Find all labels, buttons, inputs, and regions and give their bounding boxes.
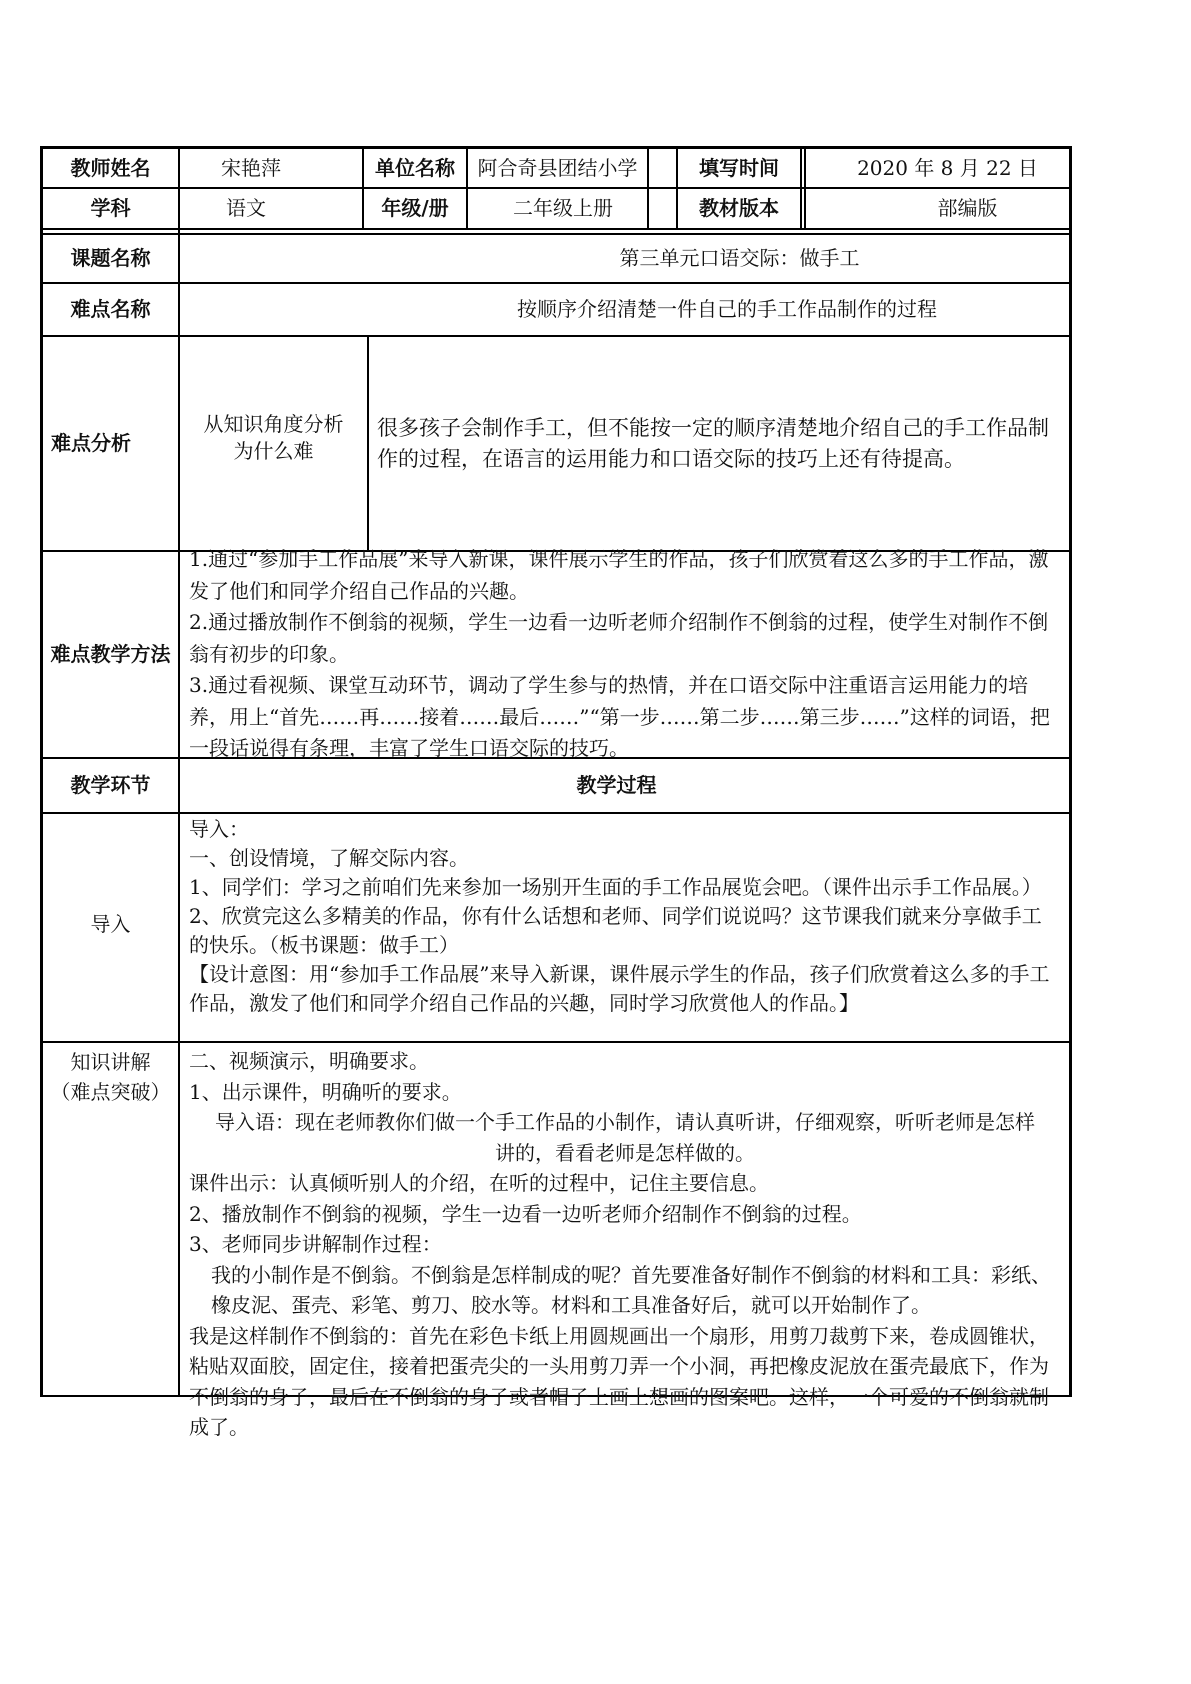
knowledge-line-8: 我是这样制作不倒翁的：首先在彩色卡纸上用圆规画出一个扇形，用剪刀裁剪下来，卷成圆锥状，粘贴双面胶，固定住，接着把蛋壳尖的一头用剪刀弄一个小洞，再把橡皮泥放在蛋壳最底下，作为不倒翁的身子，最后在不倒翁的身子或者帽子上画上想画的图案吧。这样，一个可爱的不倒翁就制成了。 xyxy=(189,1323,1049,1439)
knowledge-line-5: 2、播放制作不倒翁的视频，学生一边看一边听老师介绍制作不倒翁的过程。 xyxy=(189,1201,862,1226)
subject-value: 语文 xyxy=(226,196,266,220)
fill-date-label: 填写时间 xyxy=(699,155,779,180)
intro-line-1: 导入： xyxy=(189,817,249,841)
teacher-name-value: 宋艳萍 xyxy=(221,155,281,180)
table-border xyxy=(800,146,802,230)
knowledge-line-2: 1、出示课件，明确听的要求。 xyxy=(189,1079,462,1104)
knowledge-line-4: 课件出示：认真倾听别人的介绍，在听的过程中，记住主要信息。 xyxy=(189,1171,769,1195)
knowledge-line-1: 二、视频演示，明确要求。 xyxy=(189,1049,429,1073)
method-item-3: 3.通过看视频、课堂互动环节，调动了学生参与的热情，并在口语交际中注重语言运用能力的培养，用上“首先……再……接着……最后……”“第一步……第二步……第三步……”这样的词语，把一段话说得有条理，丰富了学生口语交际的技巧。 xyxy=(189,673,1050,761)
table-border xyxy=(40,228,1072,230)
analysis-text xyxy=(369,337,1069,550)
unit-name-label: 单位名称 xyxy=(375,155,455,180)
grade-label: 年级/册 xyxy=(381,196,449,220)
process-content-header: 教学过程 xyxy=(576,773,657,797)
difficulty-label: 难点名称 xyxy=(70,297,151,321)
table-border xyxy=(1069,146,1072,1397)
topic-value: 第三单元口语交际：做手工 xyxy=(619,246,860,270)
knowledge-label xyxy=(43,1043,178,1395)
teacher-name-label: 教师姓名 xyxy=(70,155,151,180)
edition-label: 教材版本 xyxy=(699,196,779,220)
knowledge-content xyxy=(180,1043,1069,1439)
process-stage-header: 教学环节 xyxy=(70,773,151,797)
analysis-paragraph: 很多孩子会制作手工，但不能按一定的顺序清楚地介绍自己的手工作品制作的过程，在语言的运用能力和口语交际的技巧上还有待提高。 xyxy=(377,415,1049,471)
edition-value: 部编版 xyxy=(937,196,998,220)
grade-value: 二年级上册 xyxy=(513,196,613,220)
intro-line-3: 1、同学们：学习之前咱们先来参加一场别开生面的手工作品展览会吧。（课件出示手工作品展。） xyxy=(189,875,1042,899)
intro-line-5: 【设计意图：用“参加手工作品展”来导入新课，课件展示学生的作品，孩子们欣赏着这么多的手工作品，激发了他们和同学介绍自己作品的兴趣，同时学习欣赏他人的作品。】 xyxy=(189,962,1050,1015)
analysis-label: 难点分析 xyxy=(51,431,131,455)
difficulty-value: 按顺序介绍清楚一件自己的手工作品制作的过程 xyxy=(517,297,937,321)
topic-label: 课题名称 xyxy=(70,246,151,270)
fill-date-value: 2020 年 8 月 22 日 xyxy=(857,155,1038,180)
knowledge-line-6: 3、老师同步讲解制作过程： xyxy=(189,1232,442,1256)
knowledge-line-7: 我的小制作是不倒翁。不倒翁是怎样制成的呢？首先要准备好制作不倒翁的材料和工具：彩纸、橡皮泥、蛋壳、彩笔、剪刀、胶水等。材料和工具准备好后，就可以开始制作了。 xyxy=(211,1262,1051,1317)
methods-content xyxy=(180,547,1069,761)
intro-label: 导入 xyxy=(90,912,131,936)
analysis-sub-label: 从知识角度分析为什么难 xyxy=(203,411,344,463)
unit-name-value: 阿合奇县团结小学 xyxy=(477,155,638,180)
knowledge-label-line-2: （难点突破） xyxy=(50,1080,171,1104)
intro-content xyxy=(180,814,1069,1041)
method-item-1: 1.通过“参加手工作品展”来导入新课，课件展示学生的作品，孩子们欣赏着这么多的手工作品，激发了他们和同学介绍自己作品的兴趣。 xyxy=(189,547,1049,603)
knowledge-label-line-1: 知识讲解 xyxy=(70,1050,151,1074)
subject-label: 学科 xyxy=(90,196,131,220)
method-item-2: 2.通过播放制作不倒翁的视频，学生一边看一边听老师介绍制作不倒翁的过程，使学生对制作不倒翁有初步的印象。 xyxy=(189,610,1049,666)
intro-line-4: 2、欣赏完这么多精美的作品，你有什么话想和老师、同学们说说吗？这节课我们就来分享做手工的快乐。（板书课题：做手工） xyxy=(189,904,1042,957)
knowledge-line-3: 导入语：现在老师教你们做一个手工作品的小制作，请认真听讲，仔细观察，听听老师是怎样讲的，看看老师是怎样做的。 xyxy=(215,1110,1035,1165)
methods-label: 难点教学方法 xyxy=(50,642,171,666)
intro-line-2: 一、创设情境，了解交际内容。 xyxy=(189,846,469,870)
